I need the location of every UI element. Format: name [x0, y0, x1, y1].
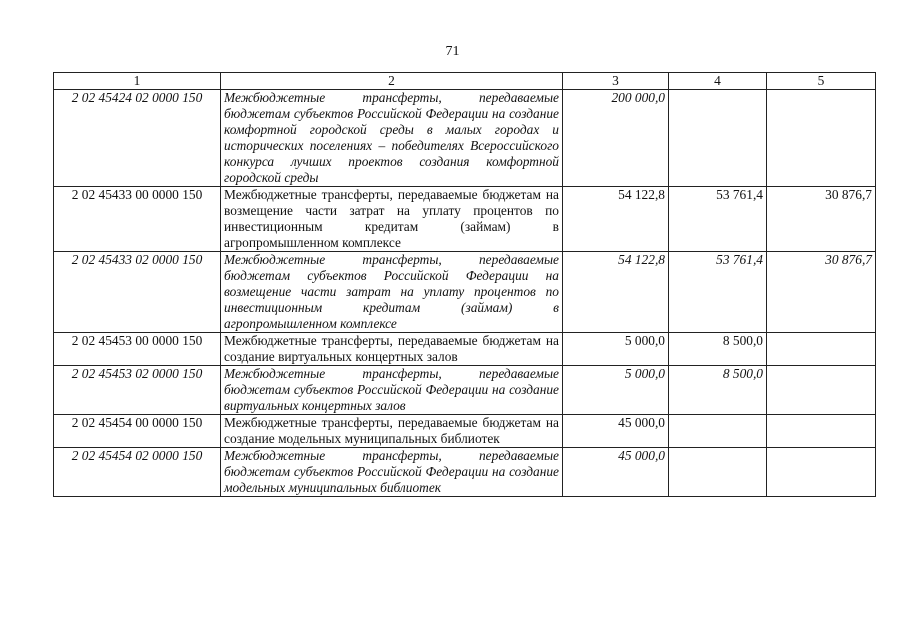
- amount-col5-cell: [767, 90, 876, 187]
- amount-col4-cell: [669, 90, 767, 187]
- amount-col3-cell: 5 000,0: [563, 333, 669, 366]
- amount-col4-cell: 8 500,0: [669, 333, 767, 366]
- amount-col3-cell: 5 000,0: [563, 366, 669, 415]
- budget-code-cell: 2 02 45453 02 0000 150: [54, 366, 221, 415]
- amount-col4-cell: [669, 448, 767, 497]
- amount-col5-cell: 30 876,7: [767, 187, 876, 252]
- amount-col5-cell: [767, 366, 876, 415]
- table-header-row: [54, 73, 876, 90]
- amount-col5-cell: [767, 448, 876, 497]
- amount-col3-cell: 45 000,0: [563, 415, 669, 448]
- header-col-5: 5: [767, 73, 876, 90]
- header-col-4: 4: [669, 73, 767, 90]
- table-row: [54, 333, 876, 366]
- description-cell: Межбюджетные трансферты, передаваемые бюджетам субъектов Российской Федерации на создание комфортной городской среды в малых городах и исторических поселениях – победителях Всероссийского конкурса лучших проектов создания комфортной городской среды: [221, 90, 563, 187]
- description-cell: Межбюджетные трансферты, передаваемые бюджетам на создание модельных муниципальных библиотек: [221, 415, 563, 448]
- budget-code-cell: 2 02 45454 02 0000 150: [54, 448, 221, 497]
- budget-code-cell: 2 02 45424 02 0000 150: [54, 90, 221, 187]
- amount-col3-cell: 200 000,0: [563, 90, 669, 187]
- budget-table: [53, 72, 876, 497]
- amount-col4-cell: 53 761,4: [669, 187, 767, 252]
- amount-col4-cell: 53 761,4: [669, 252, 767, 333]
- description-cell: Межбюджетные трансферты, передаваемые бюджетам субъектов Российской Федерации на возмещение части затрат на уплату процентов по инвестиционным кредитам (займам) в агропромышленном комплексе: [221, 252, 563, 333]
- amount-col5-cell: [767, 415, 876, 448]
- amount-col4-cell: [669, 415, 767, 448]
- description-cell: Межбюджетные трансферты, передаваемые бюджетам на создание виртуальных концертных залов: [221, 333, 563, 366]
- amount-col3-cell: 54 122,8: [563, 252, 669, 333]
- budget-code-cell: 2 02 45433 02 0000 150: [54, 252, 221, 333]
- budget-code-cell: 2 02 45453 00 0000 150: [54, 333, 221, 366]
- description-cell: Межбюджетные трансферты, передаваемые бюджетам субъектов Российской Федерации на создание модельных муниципальных библиотек: [221, 448, 563, 497]
- header-col-1: 1: [54, 73, 221, 90]
- header-col-3: 3: [563, 73, 669, 90]
- amount-col3-cell: 45 000,0: [563, 448, 669, 497]
- amount-col4-cell: 8 500,0: [669, 366, 767, 415]
- table-row: [54, 366, 876, 415]
- header-col-2: 2: [221, 73, 563, 90]
- amount-col5-cell: 30 876,7: [767, 252, 876, 333]
- description-cell: Межбюджетные трансферты, передаваемые бюджетам на возмещение части затрат на уплату процентов по инвестиционным кредитам (займам) в агропромышленном комплексе: [221, 187, 563, 252]
- table-row: [54, 415, 876, 448]
- table-row: [54, 187, 876, 252]
- table-row: [54, 90, 876, 187]
- page-number: 71: [445, 44, 460, 59]
- budget-code-cell: 2 02 45433 00 0000 150: [54, 187, 221, 252]
- table-row: [54, 252, 876, 333]
- amount-col5-cell: [767, 333, 876, 366]
- table-row: [54, 448, 876, 497]
- budget-code-cell: 2 02 45454 00 0000 150: [54, 415, 221, 448]
- amount-col3-cell: 54 122,8: [563, 187, 669, 252]
- description-cell: Межбюджетные трансферты, передаваемые бюджетам субъектов Российской Федерации на создание виртуальных концертных залов: [221, 366, 563, 415]
